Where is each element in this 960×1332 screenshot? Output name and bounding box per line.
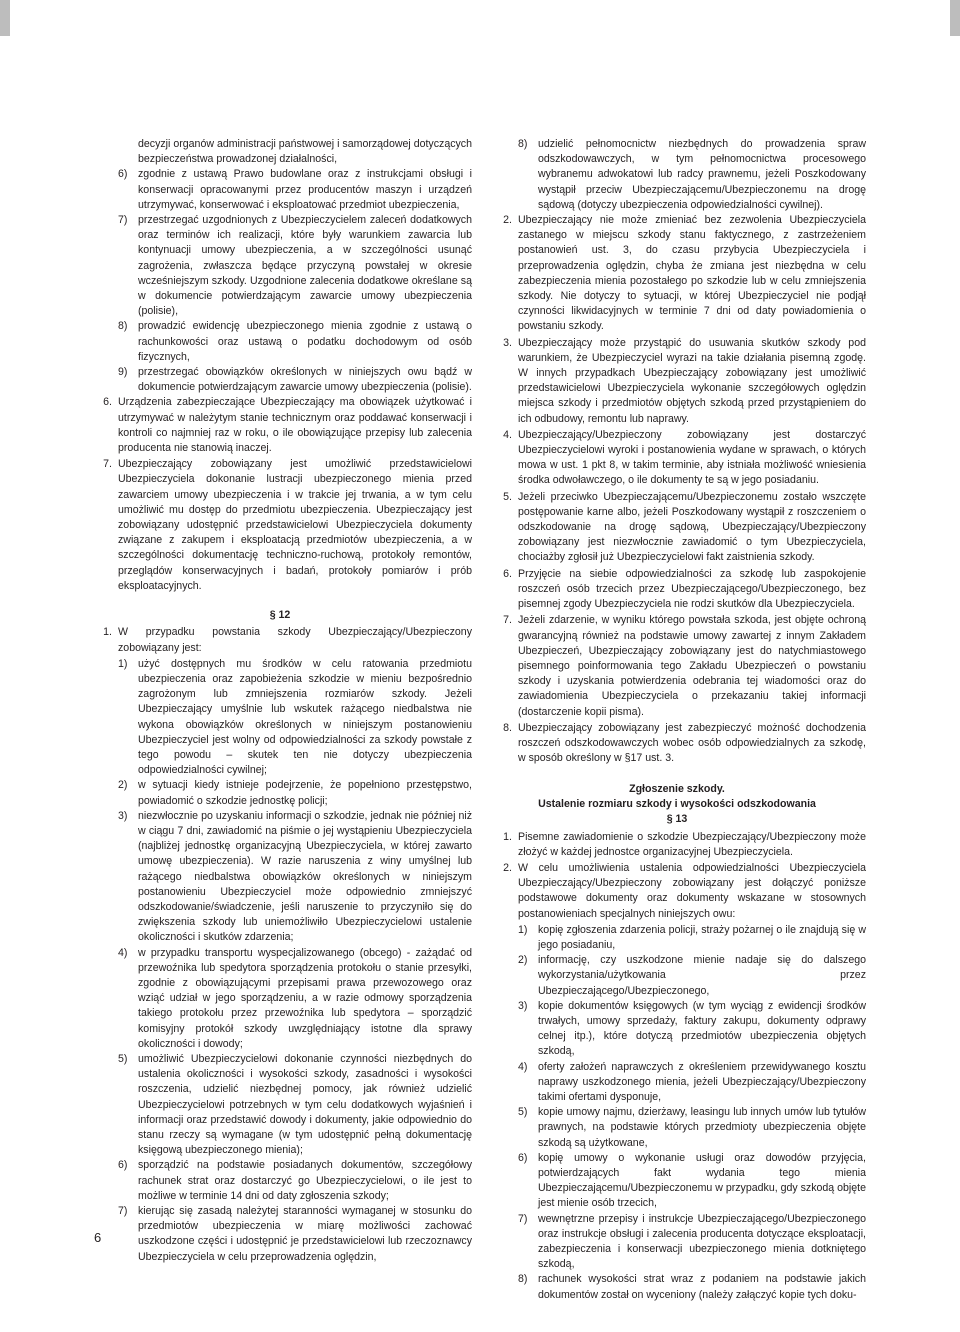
paragraph <box>488 428 866 489</box>
paragraph <box>88 625 472 655</box>
paragraph-text: W przypadku powstania szkody Ubezpieczający/Ubezpieczony zobowiązany jest: <box>118 626 472 654</box>
paragraph-text: Ubezpieczający/Ubezpieczony zobowiązany jest dostarczyć Ubezpieczycielowi wyroki i postanowienia wydane w sprawach, o których mowa w ust. 1 pkt 8, w takim terminie, aby istniała możliwość wniesienia środka odwoławczego, o ile dokumenty te są w jego posiadaniu. <box>518 428 866 487</box>
list-item <box>88 1052 472 1158</box>
list-item <box>488 1060 866 1106</box>
list-item <box>88 778 472 808</box>
chapter-title: Zgłoszenie szkody. <box>629 783 725 796</box>
list-marker: 6) <box>518 1151 528 1164</box>
section-heading: § 12 <box>269 609 291 622</box>
list-item <box>488 953 866 999</box>
list-marker: 6) <box>118 1159 128 1172</box>
list-item <box>88 809 472 946</box>
paragraph-number: 6. <box>503 567 512 580</box>
paragraph-number: 5. <box>503 490 512 503</box>
paragraph <box>88 457 472 594</box>
paragraph-text: Przyjęcie na siebie odpowiedzialności za szkodę lub zaspokojenie roszczeń osób trzecich przez Ubezpieczającego/Ubezpieczonego, bez pisemnej zgody Ubezpieczyciela nie rodzi skutków dla Ubezpieczyciela. <box>518 567 866 611</box>
paragraph-number: 1. <box>103 626 112 639</box>
paragraph-number: 6. <box>103 396 112 409</box>
list-marker: 3) <box>518 999 528 1012</box>
paragraph-text: Ubezpieczający zobowiązany jest umożliwić przedstawicielowi Ubezpieczyciela dokonanie lustracji ubezpieczonego mienia przed zawarciem umowy ubezpieczenia i w trakcie jej trwania, a w tym celu umożliwić mu dostęp do przedmiotu ubezpieczenia. Ubezpieczający jest zobowiązany udostępnić przedstawicielowi Ubezpieczyciela dokumenty związane z zakupem i eksploatacją przedmiotów ubezpieczenia, a w szczególności dokumentację techniczno-ruchową, protokoły remontów, przeglądów konserwacyjnych i badań, protokoły pomiarów i prób eksploatacyjnych. <box>118 458 472 592</box>
crop-mark-left <box>0 0 10 36</box>
list-text: przestrzegać obowiązków określonych w niniejszych owu bądź w dokumencie potwierdzającym zawarcie umowy ubezpieczenia (polisie). <box>138 366 472 394</box>
paragraph <box>488 613 866 719</box>
list-text: kopie umowy najmu, dzierżawy, leasingu lub innych umów lub tytułów prawnych, na podstawie których przedmioty ubezpieczenia objęte szkodą są użytkowane, <box>538 1106 866 1149</box>
list-text: niezwłocznie po uzyskaniu informacji o szkodzie, jednak nie później niż w ciągu 7 dni, zawiadomić na piśmie o jej wystąpieniu Ubezpieczyciela (najbliżej jednostkę organizacyjną Ubezpieczyciela, w której zawarto umowę ubezpieczenia). W razie naruszenia z winy umyślnej lub rażącego niedbalstwa obowiązków określonych w niniejszym postanowieniu Ubezpieczyciel może odpowiednio zmniejszyć odszkodowanie/świadczenie, jeśli naruszenie to przyczyniło się do zwiększenia szkody lub uniemożliwiło Ubezpieczycielowi ustalenie okoliczności i skutków zdarzenia; <box>138 809 472 944</box>
list-marker: 5) <box>518 1106 528 1119</box>
list-item <box>488 1212 866 1273</box>
list-item <box>88 657 472 779</box>
list-text: prowadzić ewidencję ubezpieczonego mienia zgodnie z ustawą o rachunkowości oraz ustawą o podatku dochodowym od osób fizycznych, <box>138 320 472 363</box>
list-item <box>488 923 866 953</box>
list-text: przestrzegać uzgodnionych z Ubezpieczycielem zaleceń dodatkowych oraz terminów ich realizacji, które były warunkiem zawarcia lub kontynuacji umowy ubezpieczenia, a w szczególności usunąć zagrożenia, zwłaszcza będące przyczyną powstałej w okresie wcześniejszym szkody. Uzgodnione zalecenia dodatkowe określane są w dokumencie potwierdzającym zawarcie umowy ubezpieczenia (polisie), <box>138 214 472 318</box>
list-text: użyć dostępnych mu środków w celu ratowania przedmiotu ubezpieczenia oraz zapobieżenia szkodzie w mieniu bezpośrednio zagrożonym lub zmniejszenia rozmiarów szkody. Jeżeli Ubezpieczający umyślnie lub wskutek rażącego niedbalstwa nie wykona obowiązków określonych w niniejszym postanowieniu Ubezpieczyciel jest wolny od odpowiedzialności za szkody powstałe z tego powodu – skutek ten nie dotyczy ubezpieczenia odpowiedzialności cywilnej; <box>138 657 472 777</box>
list-text: umożliwić Ubezpieczycielowi dokonanie czynności niezbędnych do ustalenia okoliczności i wysokości szkody, zasadności i wysokości roszczenia, udzielić niezbędnej pomocy, jak również udzielić Ubezpieczycielowi potrzebnych w tym celu dodatkowych wyjaśnień i informacji oraz przedstawić dowody i dokumenty, jakie odpowiednio do stanu rzeczy są wymagane (w tym udostępnić pełną dokumentację księgową ubezpieczonego mienia); <box>138 1052 472 1157</box>
paragraph-number: 7. <box>503 614 512 627</box>
list-marker: 7) <box>518 1212 528 1225</box>
paragraph <box>488 490 866 566</box>
list-marker: 8) <box>118 320 128 333</box>
paragraph-text: W celu umożliwienia ustalenia odpowiedzialności Ubezpieczyciela Ubezpieczający/Ubezpieczony zobowiązany jest dołączyć poniższe podstawowe dokumenty oraz dokumenty wskazane w stosownych postanowieniach specjalnych niniejszych owu: <box>518 861 866 920</box>
list-text: kierując się zasadą należytej staranności wymaganej w stosunku do przedmiotów ubezpieczenia w miarę możliwości zachować uszkodzone części i udostępnić je przedstawicielowi lub rzeczoznawcy Ubezpieczyciela w celu przeprowadzenia oględzin, <box>138 1205 472 1263</box>
list-text: kopie dokumentów księgowych (w tym wyciąg z ewidencji środków trwałych, umowy sprzedaży, faktury zakupu, dokumenty odprawy celnej itp.), które dotyczą przedmiotów ubezpieczenia objętych szkodą, <box>538 999 866 1058</box>
crop-mark-right <box>950 0 960 36</box>
list-marker: 2) <box>518 954 528 967</box>
list-marker: 1) <box>518 923 528 936</box>
paragraph <box>488 721 866 767</box>
list-marker: 7) <box>118 214 128 227</box>
list-item <box>88 365 472 395</box>
list-item <box>88 167 472 213</box>
list-item <box>488 1272 866 1302</box>
paragraph-text: Ubezpieczający może przystąpić do usuwania skutków szkody pod warunkiem, że Ubezpieczyciel wyrazi na takie działania pisemną zgodę. W innych przypadkach Ubezpieczający zobowiązany jest umożliwić przedstawicielowi Ubezpieczyciela wykonanie szczegółowych oględzin miejsca szkody i przedmiotów objętych szkodą przed przystąpieniem do ich odbudowy, remontu lub naprawy. <box>518 336 866 425</box>
paragraph-text: Pisemne zawiadomienie o szkodzie Ubezpieczający/Ubezpieczony może złożyć w każdej jednostce organizacyjnej Ubezpieczyciela. <box>518 830 866 858</box>
paragraph-number: 3. <box>503 336 512 349</box>
list-text: kopię zgłoszenia zdarzenia policji, straży pożarnej o ile znajdują się w jego posiadaniu, <box>538 923 866 951</box>
left-column <box>88 137 472 1265</box>
list-item <box>88 1158 472 1204</box>
paragraph <box>488 336 866 427</box>
section-heading: § 13 <box>666 813 688 826</box>
list-marker: 9) <box>118 366 128 379</box>
list-item <box>488 137 866 213</box>
list-item <box>88 213 472 319</box>
paragraph-number: 2. <box>503 214 512 227</box>
list-text: w przypadku transportu wyspecjalizowanego (obcego) - zażądać od przewoźnika lub spedytora sporządzenia protokołu o stanie przesyłki, zgodnie z obowiązującymi przepisami prawa przewozowego oraz wziąć udział w jego sporządzeniu, a w razie odmowy sporządzenia takiego protokołu przez przewoźnika lub spedytora – sporządzić komisyjny protokół szkody uwzględniający istotne dla sprawy okoliczności i dowody; <box>138 946 472 1050</box>
list-item <box>88 1204 472 1265</box>
paragraph-number: 2. <box>503 861 512 874</box>
continuation-text: decyzji organów administracji państwowej i samorządowej dotyczących bezpieczeństwa prowadzonej działalności, <box>138 138 472 166</box>
paragraph-text: Jeżeli zdarzenie, w wyniku którego powstała szkoda, jest objęte ochroną gwarancyjną również na podstawie umowy zawartej z innym Zakładem Ubezpieczeń, Ubezpieczający zobowiązany jest do natychmiastowego pisemnego poinformowania tego Zakładu Ubezpieczeń o powstaniu szkody i uzyskania potwierdzenia odebrania tej wiadomości oraz do zawiadomienia Ubezpieczyciela o przekazaniu takiej informacji (dostarczenie kopii pisma). <box>518 614 866 718</box>
list-item <box>488 999 866 1060</box>
list-text: kopię umowy o wykonanie usługi oraz dowodów przyjęcia, potwierdzających fakt wydania tego mienia Ubezpieczającemu/Ubezpieczonemu w przypadku, gdy szkodą objęte jest mienie osób trzecich, <box>538 1151 866 1210</box>
right-column <box>488 137 866 1303</box>
list-marker: 3) <box>118 809 128 822</box>
paragraph-number: 8. <box>503 721 512 734</box>
list-marker: 6) <box>118 168 128 181</box>
list-item <box>488 1105 866 1151</box>
chapter-subtitle: Ustalenie rozmiaru szkody i wysokości odszkodowania <box>538 798 816 811</box>
paragraph <box>88 395 472 456</box>
paragraph <box>488 830 866 860</box>
list-text: w sytuacji kiedy istnieje podejrzenie, że popełniono przestępstwo, powiadomić o szkodzie jednostkę policji; <box>138 779 472 807</box>
list-marker: 4) <box>118 946 128 959</box>
list-marker: 5) <box>118 1052 128 1065</box>
page-number: 6 <box>94 1230 102 1245</box>
list-text: rachunek wysokości strat wraz z podaniem na podstawie jakich dokumentów został on wyceniony (należy załączyć kopie tych doku- <box>538 1273 866 1301</box>
list-item <box>88 319 472 365</box>
list-text: zgodnie z ustawą Prawo budowlane oraz z instrukcjami obsługi i konserwacji opracowanymi przez producentów maszyn i urządzeń utrzymywać, konserwować i eksploatować przedmiot ubezpieczenia, <box>138 168 472 211</box>
list-marker: 8) <box>518 1273 528 1286</box>
paragraph-text: Jeżeli przeciwko Ubezpieczającemu/Ubezpieczonemu zostało wszczęte postępowanie karne albo, jeżeli Poszkodowany wystąpił z roszczeniem o odszkodowanie na drogę sądową, Ubezpieczający/Ubezpieczony zobowiązany jest niezwłocznie zawiadomić o tym Ubezpieczyciela, chociażby zgłosił już Ubezpieczycielowi fakt zaistnienia szkody. <box>518 490 866 564</box>
list-marker: 4) <box>518 1060 528 1073</box>
list-item <box>88 946 472 1052</box>
paragraph <box>488 567 866 613</box>
list-text: sporządzić na podstawie posiadanych dokumentów, szczegółowy rachunek strat oraz dostarczyć go Ubezpieczycielowi, o ile jest to możliwe w terminie 14 dni od daty zgłoszenia szkody; <box>138 1159 472 1202</box>
list-marker: 8) <box>518 138 528 150</box>
list-text: udzielić pełnomocnictw niezbędnych do prowadzenia spraw odszkodowawczych, w tym pełnomocnictwa procesowego wybranemu adwokatowi lub radcy prawnemu, jeżeli Poszkodowany wystąpił przeciw Ubezpieczającemu/Ubezpieczonemu na drogę sądową (dotyczy ubezpieczenia odpowiedzialności cywilnej). <box>538 138 866 211</box>
list-item <box>488 1151 866 1212</box>
list-text: oferty założeń naprawczych z określeniem przewidywanego kosztu naprawy uszkodzonego mienia, jeżeli Ubezpieczający/Ubezpieczony takimi ofertami dysponuje, <box>538 1060 866 1103</box>
list-marker: 2) <box>118 779 128 792</box>
paragraph-number: 7. <box>103 458 112 471</box>
list-text: wewnętrzne przepisy i instrukcje Ubezpieczającego/Ubezpieczonego oraz instrukcje obsługi i zalecenia producenta dotyczące eksploatacji, zabezpieczenia i konserwacji ubezpieczonego mienia dotkniętego szkodą, <box>538 1212 866 1271</box>
list-marker: 7) <box>118 1205 128 1218</box>
paragraph-number: 4. <box>503 428 512 441</box>
list-text: informację, czy uszkodzone mienie nadaje się do dalszego wykorzystania/użytkowania przez Ubezpieczającego/Ubezpieczonego, <box>538 954 866 997</box>
paragraph-number: 1. <box>503 830 512 843</box>
paragraph-text: Urządzenia zabezpieczające Ubezpieczający ma obowiązek użytkować i utrzymywać w należytym stanie technicznym oraz poddawać konserwacji i kontroli co najmniej raz w roku, o ile obowiązujące przepisy lub zalecenia producenta nie stanowią inaczej. <box>118 396 472 455</box>
list-marker: 1) <box>118 657 128 670</box>
paragraph <box>488 861 866 922</box>
paragraph <box>488 213 866 335</box>
paragraph-text: Ubezpieczający nie może zmieniać bez zezwolenia Ubezpieczyciela zastanego w miejscu szkody stanu faktycznego, z zastrzeżeniem postanowień ust. 3, do czasu przybycia Ubezpieczyciela i przeprowadzenia oględzin, chyba że zmiana jest niezbędna w celu zabezpieczenia mienia pozostałego po szkodzie lub w celu zmniejszenia szkody. Nie dotyczy to sytuacji, w której Ubezpieczyciel nie podjął czynności likwidacyjnych w terminie 7 dni od daty powiadomienia o powstaniu szkody. <box>518 214 866 333</box>
paragraph-text: Ubezpieczający zobowiązany jest zabezpieczyć możność dochodzenia roszczeń odszkodowawczych wobec osób odpowiedzialnych za szkodę, w sposób określony w §17 ust. 3. <box>518 721 866 765</box>
